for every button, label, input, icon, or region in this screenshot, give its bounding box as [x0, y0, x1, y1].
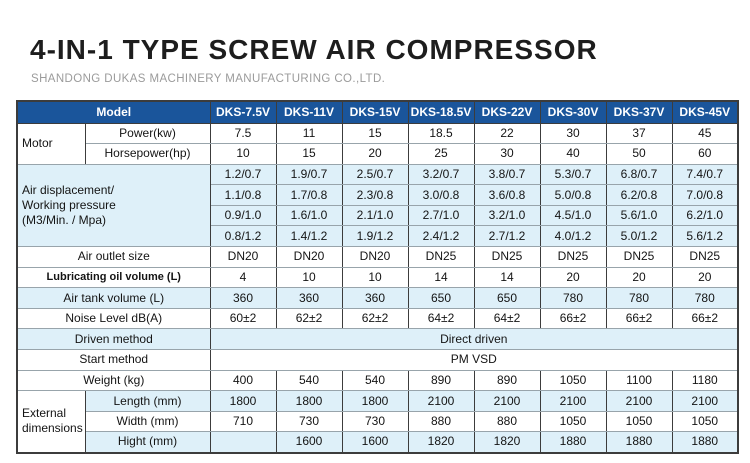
value-cell: 50: [606, 144, 672, 165]
page-title: 4-IN-1 TYPE SCREW AIR COMPRESSOR: [30, 34, 598, 65]
value-cell: 37: [606, 123, 672, 144]
row-label: Air tank volume (L): [17, 288, 210, 309]
table-row: [17, 308, 738, 329]
row-group-label: Motor: [17, 123, 85, 164]
value-cell: 2100: [540, 391, 606, 412]
value-cell: 30: [540, 123, 606, 144]
value-cell: 780: [606, 288, 672, 309]
row-label: Lubricating oil volume (L): [17, 267, 210, 288]
value-cell: 360: [342, 288, 408, 309]
value-cell: DN20: [210, 247, 276, 268]
value-cell: 66±2: [672, 308, 738, 329]
value-cell: 11: [276, 123, 342, 144]
value-cell: 880: [408, 411, 474, 432]
value-cell: 880: [474, 411, 540, 432]
value-cell: 10: [276, 267, 342, 288]
value-cell: 1800: [210, 391, 276, 412]
value-cell: DN25: [672, 247, 738, 268]
value-cell: 62±2: [276, 308, 342, 329]
value-cell: 5.3/0.7: [540, 164, 606, 185]
model-column-header: DKS-22V: [474, 101, 540, 123]
value-cell: 4: [210, 267, 276, 288]
value-cell: 3.6/0.8: [474, 185, 540, 206]
model-header-cell: Model: [17, 101, 210, 123]
value-cell: 1050: [540, 411, 606, 432]
value-cell: 1880: [672, 432, 738, 453]
value-cell: 1180: [672, 370, 738, 391]
value-cell: 780: [672, 288, 738, 309]
value-cell: 3.2/1.0: [474, 205, 540, 226]
value-cell: 2.7/1.2: [474, 226, 540, 247]
spec-table-head: [17, 101, 738, 123]
value-cell: 1820: [474, 432, 540, 453]
value-cell: 7.4/0.7: [672, 164, 738, 185]
value-cell: 1600: [342, 432, 408, 453]
value-cell: 1.2/0.7: [210, 164, 276, 185]
value-cell: 1800: [276, 391, 342, 412]
value-cell: 40: [540, 144, 606, 165]
value-cell: 1600: [276, 432, 342, 453]
value-cell: DN25: [474, 247, 540, 268]
row-label: Power(kw): [85, 123, 210, 144]
value-cell: 60±2: [210, 308, 276, 329]
value-cell: 64±2: [408, 308, 474, 329]
value-cell: 3.8/0.7: [474, 164, 540, 185]
value-cell: 30: [474, 144, 540, 165]
merged-value-cell: PM VSD: [210, 350, 738, 371]
spec-table-body: [17, 123, 738, 453]
value-cell: 2.3/0.8: [342, 185, 408, 206]
value-cell: 20: [606, 267, 672, 288]
value-cell: DN20: [276, 247, 342, 268]
value-cell: 400: [210, 370, 276, 391]
table-row: [17, 267, 738, 288]
table-row: [17, 432, 738, 453]
value-cell: 1050: [540, 370, 606, 391]
value-cell: 2.5/0.7: [342, 164, 408, 185]
model-column-header: DKS-18.5V: [408, 101, 474, 123]
value-cell: 1880: [606, 432, 672, 453]
model-column-header: DKS-37V: [606, 101, 672, 123]
value-cell: 2.1/1.0: [342, 205, 408, 226]
company-subtitle: SHANDONG DUKAS MACHINERY MANUFACTURING CO.,LTD.: [31, 73, 386, 85]
value-cell: 1050: [606, 411, 672, 432]
value-cell: 890: [408, 370, 474, 391]
table-row: [17, 288, 738, 309]
table-row: [17, 144, 738, 165]
row-label: Width (mm): [85, 411, 210, 432]
model-header-row: [17, 101, 738, 123]
value-cell: 650: [474, 288, 540, 309]
value-cell: 64±2: [474, 308, 540, 329]
value-cell: 2100: [408, 391, 474, 412]
value-cell: 6.8/0.7: [606, 164, 672, 185]
value-cell: DN25: [606, 247, 672, 268]
value-cell: 1.1/0.8: [210, 185, 276, 206]
value-cell: 60: [672, 144, 738, 165]
model-column-header: DKS-30V: [540, 101, 606, 123]
row-label: Driven method: [17, 329, 210, 350]
value-cell: 20: [540, 267, 606, 288]
value-cell: 1880: [540, 432, 606, 453]
value-cell: 18.5: [408, 123, 474, 144]
value-cell: 360: [276, 288, 342, 309]
table-row: [17, 123, 738, 144]
value-cell: 15: [342, 123, 408, 144]
value-cell: 2100: [474, 391, 540, 412]
value-cell: 1.6/1.0: [276, 205, 342, 226]
value-cell: 6.2/0.8: [606, 185, 672, 206]
value-cell: 5.0/1.2: [606, 226, 672, 247]
value-cell: 1.9/1.2: [342, 226, 408, 247]
table-row: [17, 247, 738, 268]
value-cell: 3.0/0.8: [408, 185, 474, 206]
value-cell: 1100: [606, 370, 672, 391]
value-cell: 7.5: [210, 123, 276, 144]
model-column-header: DKS-11V: [276, 101, 342, 123]
row-label: Horsepower(hp): [85, 144, 210, 165]
value-cell: 650: [408, 288, 474, 309]
table-row: [17, 411, 738, 432]
value-cell: 66±2: [606, 308, 672, 329]
value-cell: 0.9/1.0: [210, 205, 276, 226]
value-cell: [210, 432, 276, 453]
value-cell: 5.0/0.8: [540, 185, 606, 206]
value-cell: 780: [540, 288, 606, 309]
row-group-label: Air displacement/ Working pressure (M3/Min. / Mpa): [17, 164, 210, 246]
value-cell: 20: [342, 144, 408, 165]
row-label: Length (mm): [85, 391, 210, 412]
model-column-header: DKS-15V: [342, 101, 408, 123]
value-cell: 540: [342, 370, 408, 391]
value-cell: 0.8/1.2: [210, 226, 276, 247]
value-cell: 10: [342, 267, 408, 288]
value-cell: DN25: [408, 247, 474, 268]
value-cell: 2.7/1.0: [408, 205, 474, 226]
row-label: Weight (kg): [17, 370, 210, 391]
value-cell: 710: [210, 411, 276, 432]
value-cell: 6.2/1.0: [672, 205, 738, 226]
row-label: Start method: [17, 350, 210, 371]
table-row: [17, 391, 738, 412]
value-cell: 7.0/0.8: [672, 185, 738, 206]
row-label: Hight (mm): [85, 432, 210, 453]
value-cell: 1.4/1.2: [276, 226, 342, 247]
row-label: Noise Level dB(A): [17, 308, 210, 329]
value-cell: 22: [474, 123, 540, 144]
value-cell: 540: [276, 370, 342, 391]
table-row: [17, 329, 738, 350]
row-label: Air outlet size: [17, 247, 210, 268]
value-cell: 4.5/1.0: [540, 205, 606, 226]
value-cell: 1050: [672, 411, 738, 432]
value-cell: 66±2: [540, 308, 606, 329]
value-cell: 1.7/0.8: [276, 185, 342, 206]
value-cell: 1800: [342, 391, 408, 412]
value-cell: DN20: [342, 247, 408, 268]
value-cell: 15: [276, 144, 342, 165]
value-cell: 2.4/1.2: [408, 226, 474, 247]
value-cell: 25: [408, 144, 474, 165]
model-column-header: DKS-45V: [672, 101, 738, 123]
value-cell: 10: [210, 144, 276, 165]
value-cell: 2100: [606, 391, 672, 412]
spec-table: [16, 100, 739, 454]
value-cell: 1820: [408, 432, 474, 453]
value-cell: 5.6/1.2: [672, 226, 738, 247]
value-cell: 730: [276, 411, 342, 432]
value-cell: 4.0/1.2: [540, 226, 606, 247]
value-cell: 14: [474, 267, 540, 288]
model-column-header: DKS-7.5V: [210, 101, 276, 123]
table-row: [17, 164, 738, 185]
value-cell: DN25: [540, 247, 606, 268]
value-cell: 14: [408, 267, 474, 288]
value-cell: 62±2: [342, 308, 408, 329]
table-row: [17, 350, 738, 371]
value-cell: 730: [342, 411, 408, 432]
value-cell: 360: [210, 288, 276, 309]
value-cell: 3.2/0.7: [408, 164, 474, 185]
row-group-label: External dimensions: [17, 391, 85, 453]
value-cell: 890: [474, 370, 540, 391]
merged-value-cell: Direct driven: [210, 329, 738, 350]
value-cell: 45: [672, 123, 738, 144]
value-cell: 2100: [672, 391, 738, 412]
value-cell: 5.6/1.0: [606, 205, 672, 226]
value-cell: 1.9/0.7: [276, 164, 342, 185]
value-cell: 20: [672, 267, 738, 288]
table-row: [17, 370, 738, 391]
